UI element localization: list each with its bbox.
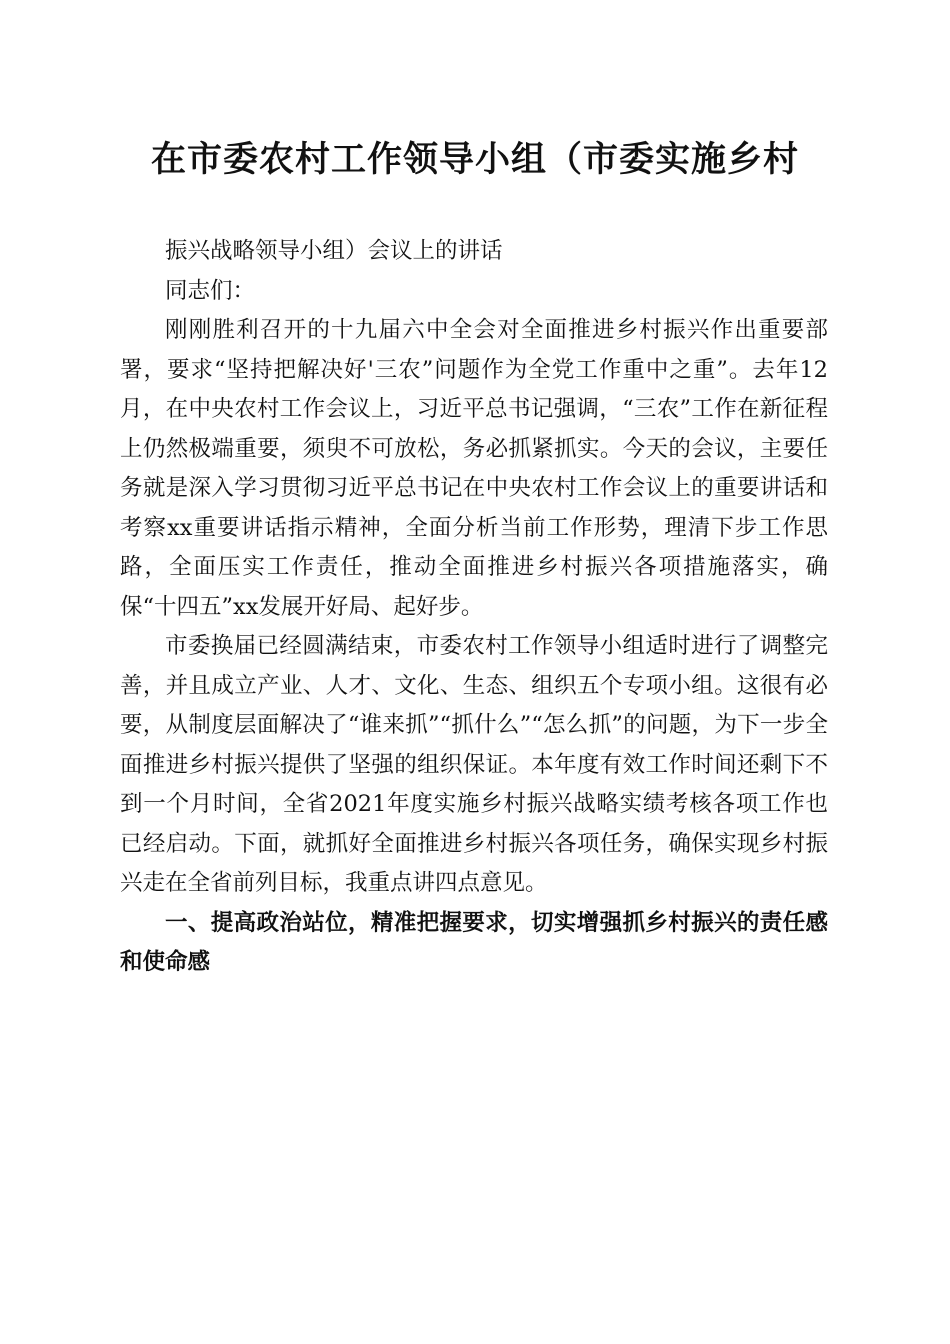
document-subtitle: 振兴战略领导小组）会议上的讲话 [165,238,503,264]
document-title: 在市委农村工作领导小组（市委实施乡村 [150,139,799,180]
body-paragraph-1: 刚刚胜利召开的十九届六中全会对全面推进乡村振兴作出重要部署，要求“坚持把解决好'三农”问题作为全党工作重中之重”。去年12月，在中央农村工作会议上，习近平总书记强调，“三农”工作在新征程上仍然极端重要，须臾不可放松，务必抓紧抓实。今天的会议，主要任务就是深入学习贯彻习近平总书记在中央农村工作会议上的重要讲话和考察xx重要讲话指示精神，全面分析当前工作形势，理清下步工作思路，全面压实工作责任，推动全面推进乡村振兴各项措施落实，确保“十四五”xx发展开好局、起好步。 [120,317,828,620]
document-body [120,232,828,983]
salutation: 同志们： [165,277,256,304]
section-heading-1: 一、提高政治站位，精准把握要求，切实增强抓乡村振兴的责任感和使命感 [120,909,828,975]
body-paragraph-2: 市委换届已经圆满结束，市委农村工作领导小组适时进行了调整完善，并且成立产业、人才、文化、生态、组织五个专项小组。这很有必要，从制度层面解决了“谁来抓”“抓什么”“怎么抓”的问题，为下一步全面推进乡村振兴提供了坚强的组织保证。本年度有效工作时间还剩下不到一个月时间，全省2021年度实施乡村振兴战略实绩考核各项工作也已经启动。下面，就抓好全面推进乡村振兴各项任务，确保实现乡村振兴走在全省前列目标，我重点讲四点意见。 [120,633,828,896]
